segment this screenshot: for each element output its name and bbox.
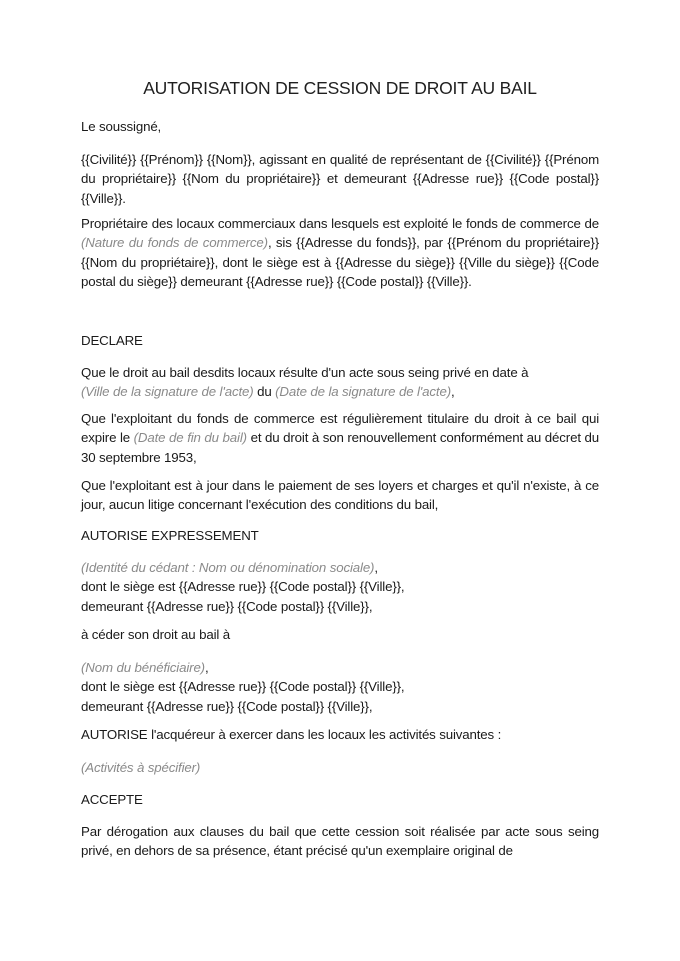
beneficiaire-name-line [81, 658, 599, 677]
placeholder-ville-signature: (Ville de la signature de l'acte) [81, 384, 254, 400]
titulaire-text-start: Que l'exploitant du fonds de commerce est régulièrement titulaire du droit à ce bail qui expire le [81, 411, 599, 446]
cedant-demeurant-line: demeurant {{Adresse rue}} {{Code postal}} {{Ville}}, [81, 598, 373, 614]
proprietaire-text-start: Propriétaire des locaux commerciaux dans lesquels est exploité le fonds de commerce de [81, 216, 599, 231]
intro-text: Le soussigné, [81, 119, 162, 134]
droit-bail-end: , [451, 384, 455, 400]
cedant-identity-line [81, 558, 599, 577]
placeholder-nature-fonds: (Nature du fonds de commerce) [81, 235, 268, 251]
paragraph-a-jour: Que l'exploitant est à jour dans le paiement de ses loyers et charges et qu'il n'existe, à ce jour, aucun litige concernant l'exécution des conditions du bail, [81, 478, 599, 513]
heading-accepte: ACCEPTE [81, 792, 143, 807]
placeholder-identite-cedant: (Identité du cédant : Nom ou dénomination sociale) [81, 560, 375, 575]
cedant-comma: , [374, 560, 378, 575]
beneficiaire-siege-line: dont le siège est {{Adresse rue}} {{Code postal}} {{Ville}}, [81, 679, 405, 695]
proprietaire-text-end: , sis {{Adresse du fonds}}, par {{Prénom du propriétaire}} {{Nom du propriétaire}}, dont le siège est à {{Adresse du siège}} {{Ville du siège}} {{Code postal du siège}} demeurant {{Adresse rue}} {{Code postal}} {{Ville}}. [81, 235, 599, 289]
droit-bail-line: Que le droit au bail desdits locaux résulte d'un acte sous seing privé en date à [81, 365, 529, 380]
ceder-text: à céder son droit au bail à [81, 627, 230, 642]
droit-bail-du: du [253, 384, 276, 400]
autorise-acquereur-text: AUTORISE l'acquéreur à exercer dans les locaux les activités suivantes : [81, 727, 502, 742]
cedant-block [81, 558, 599, 616]
droit-bail-line-2 [81, 382, 599, 401]
paragraph-derogation: Par dérogation aux clauses du bail que cette cession soit réalisée par acte sous seing privé, en dehors de sa présence, étant précisé qu'un exemplaire original de [81, 824, 599, 859]
heading-declare: DECLARE [81, 333, 143, 348]
document-title: AUTORISATION DE CESSION DE DROIT AU BAIL [143, 78, 537, 98]
paragraph-droit-bail [81, 363, 599, 402]
placeholder-activites: (Activités à spécifier) [81, 760, 201, 775]
beneficiaire-comma: , [204, 660, 209, 675]
paragraph-representant: {{Civilité}} {{Prénom}} {{Nom}}, agissant en qualité de représentant de {{Civilité}} {{Prénom du propriétaire}} {{Nom du propriétaire}} et demeurant {{Adresse rue}} {{Code postal}} {{Ville}}. [81, 152, 599, 206]
placeholder-date-signature: (Date de la signature de l'acte) [275, 384, 451, 400]
placeholder-nom-beneficiaire: (Nom du bénéficiaire) [81, 660, 205, 675]
titulaire-text-end: et du droit à son renouvellement conformément au décret du 30 septembre 1953, [81, 430, 599, 465]
paragraph-proprietaire [81, 214, 599, 291]
placeholder-date-fin-bail: (Date de fin du bail) [133, 430, 247, 446]
paragraph-titulaire [81, 409, 599, 467]
heading-autorise-expressement: AUTORISE EXPRESSEMENT [81, 528, 259, 543]
beneficiaire-demeurant-line: demeurant {{Adresse rue}} {{Code postal}} {{Ville}}, [81, 698, 373, 714]
beneficiaire-block [81, 658, 599, 716]
cedant-siege-line: dont le siège est {{Adresse rue}} {{Code postal}} {{Ville}}, [81, 579, 405, 595]
